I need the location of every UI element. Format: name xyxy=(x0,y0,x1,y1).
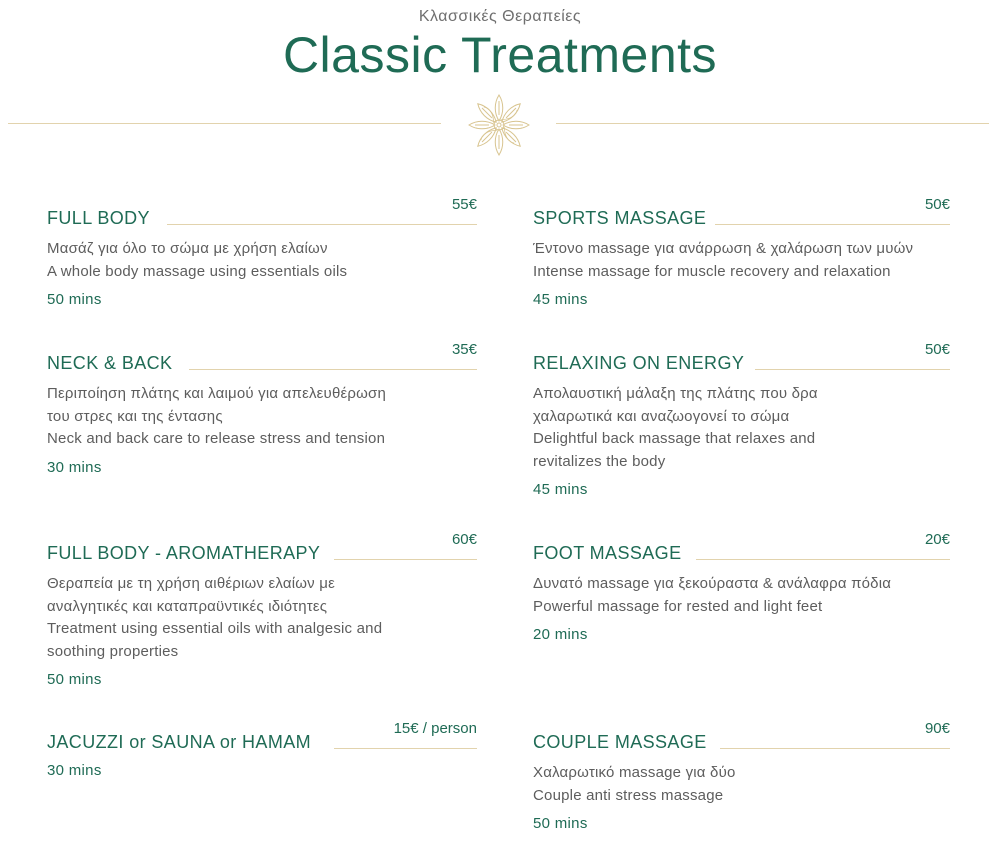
treatment-price: 20€ xyxy=(924,531,950,548)
description-line: Couple anti stress massage xyxy=(533,786,724,804)
treatment-foot-massage xyxy=(533,531,950,643)
treatment-name: FOOT MASSAGE xyxy=(533,543,690,564)
description-line: Θεραπεία με τη χρήση αιθέριων ελαίων με xyxy=(47,575,335,592)
treatment-duration: 50 mins xyxy=(533,815,588,832)
item-rule xyxy=(755,369,950,370)
description-line: του στρες και της έντασης xyxy=(47,407,223,425)
treatment-full-body xyxy=(47,196,477,308)
treatment-price: 55€ xyxy=(451,196,477,213)
item-rule xyxy=(189,369,477,370)
description-line: A whole body massage using essentials oils xyxy=(47,262,348,280)
treatment-relaxing-on-energy xyxy=(533,341,950,498)
treatment-price: 50€ xyxy=(924,196,950,213)
item-rule xyxy=(167,224,477,225)
lotus-ornament-icon xyxy=(466,92,532,158)
treatment-price: 50€ xyxy=(924,341,950,358)
item-rule xyxy=(334,748,477,749)
description-line: χαλαρωτικά και αναζωογονεί το σώμα xyxy=(533,407,790,425)
description-line: Powerful massage for rested and light feet xyxy=(533,597,823,615)
item-rule xyxy=(696,559,950,560)
description-line: Χαλαρωτικό massage για δύο xyxy=(533,764,736,781)
treatment-description xyxy=(533,762,950,807)
treatment-name: COUPLE MASSAGE xyxy=(533,732,715,753)
treatment-description xyxy=(47,383,477,451)
header xyxy=(0,0,1000,170)
description-line: Έντονο massage για ανάρρωση & χαλάρωση των μυών xyxy=(533,240,914,257)
description-line: Απολαυστική μάλαξη της πλάτης που δρα xyxy=(533,385,818,402)
item-rule xyxy=(720,748,950,749)
treatment-name: FULL BODY - AROMATHERAPY xyxy=(47,543,328,564)
treatment-name: JACUZZI or SAUNA or HAMAM xyxy=(47,732,319,753)
description-line: Μασάζ για όλο το σώμα με χρήση ελαίων xyxy=(47,240,328,257)
item-rule xyxy=(334,559,477,560)
treatment-duration: 30 mins xyxy=(47,458,102,476)
treatment-jacuzzi-sauna-hamam xyxy=(47,720,477,779)
description-line: Δυνατό massage για ξεκούραστα & ανάλαφρα πόδια xyxy=(533,575,892,592)
treatment-couple-massage xyxy=(533,720,950,832)
description-line: revitalizes the body xyxy=(533,452,666,470)
divider-right xyxy=(556,123,989,124)
treatment-price: 35€ xyxy=(451,341,477,358)
treatment-description xyxy=(47,573,477,663)
treatment-name: SPORTS MASSAGE xyxy=(533,208,714,229)
treatment-duration: 20 mins xyxy=(533,626,588,643)
treatment-name: FULL BODY xyxy=(47,208,158,229)
treatment-duration: 50 mins xyxy=(47,671,102,688)
treatment-description xyxy=(47,238,477,283)
description-line: soothing properties xyxy=(47,642,179,660)
description-line: Περιποίηση πλάτης και λαιμού για απελευθέρωση xyxy=(47,385,387,402)
treatment-name: RELAXING ON ENERGY xyxy=(533,353,752,374)
page-title: Classic Treatments xyxy=(282,27,718,83)
treatment-sports-massage xyxy=(533,196,950,308)
treatment-duration: 45 mins xyxy=(533,481,588,498)
treatment-name: NECK & BACK xyxy=(47,353,180,374)
description-line: Treatment using essential oils with analgesic and xyxy=(47,620,383,637)
treatment-duration: 30 mins xyxy=(47,762,102,779)
description-line: Intense massage for muscle recovery and relaxation xyxy=(533,262,891,280)
description-line: Neck and back care to release stress and tension xyxy=(47,430,386,447)
description-line: Delightful back massage that relaxes and xyxy=(533,430,816,447)
description-line: αναλγητικές και καταπραϋντικές ιδιότητες xyxy=(47,597,328,615)
treatment-price: 15€ / person xyxy=(393,720,477,737)
treatment-price: 90€ xyxy=(924,720,950,737)
treatment-duration: 50 mins xyxy=(47,291,102,308)
treatment-neck-back xyxy=(47,341,477,476)
divider-left xyxy=(8,123,441,124)
treatment-duration: 45 mins xyxy=(533,291,588,308)
treatment-description xyxy=(533,383,950,473)
treatment-description xyxy=(533,573,950,618)
treatment-full-body-aromatherapy xyxy=(47,531,477,688)
item-rule xyxy=(715,224,950,225)
page-subtitle: Κλασσικές Θεραπείες xyxy=(418,8,582,25)
treatment-price: 60€ xyxy=(451,531,477,548)
treatment-description xyxy=(533,238,950,283)
